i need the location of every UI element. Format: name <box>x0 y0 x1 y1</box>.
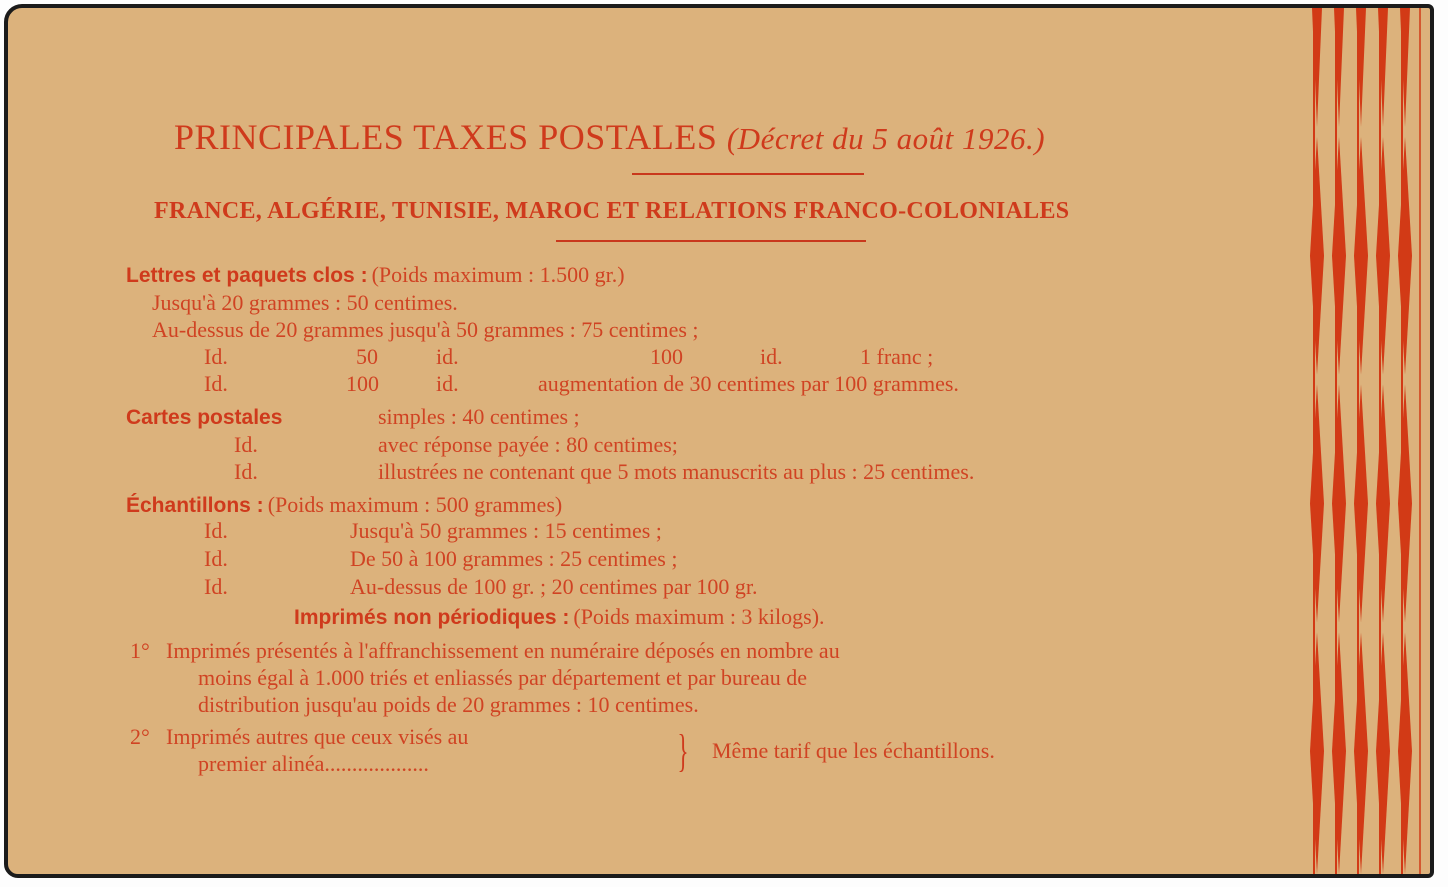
printed-item2-brace: } <box>677 725 689 776</box>
letters-row4-price: augmentation de 30 centimes par 100 grammes. <box>538 371 959 396</box>
samples-row3-id: Id. <box>204 574 228 599</box>
page-title <box>174 116 1045 158</box>
postcards-heading: Cartes postales <box>126 406 283 429</box>
letters-row3-from: 50 <box>356 344 378 369</box>
postcards-row2-id: Id. <box>234 432 258 457</box>
title-decree: (Décret du 5 août 1926.) <box>726 121 1046 156</box>
postcards-row2-text: avec réponse payée : 80 centimes; <box>378 432 678 457</box>
postcards-row3-text: illustrées ne contenant que 5 mots manuscrits au plus : 25 centimes. <box>378 459 975 484</box>
printed-item1-marker: 1° <box>130 638 150 663</box>
letters-row4-id: Id. <box>204 371 228 396</box>
printed-heading-line <box>294 604 825 630</box>
printed-heading: Imprimés non périodiques : <box>294 606 570 629</box>
printed-item2-line-2: premier alinéa................... <box>198 751 429 776</box>
letters-row3-id2: id. <box>436 344 459 369</box>
letters-row3-id3: id. <box>760 344 783 369</box>
decorative-stripes <box>1300 8 1430 874</box>
printed-item1-line-3: distribution jusqu'au poids de 20 grammes : 10 centimes. <box>198 692 699 717</box>
samples-heading: Échantillons : <box>126 494 264 517</box>
samples-row2-id: Id. <box>204 546 228 571</box>
letters-row3-price: 1 franc ; <box>860 344 934 369</box>
postcards-row3-id: Id. <box>234 459 258 484</box>
subtitle-rule <box>556 240 866 242</box>
letters-weight: (Poids maximum : 1.500 gr.) <box>371 262 625 287</box>
letters-row4-id2: id. <box>436 371 459 396</box>
samples-row1-id: Id. <box>204 518 228 543</box>
letters-row4-from: 100 <box>346 371 379 396</box>
printed-item2-marker: 2° <box>130 724 150 749</box>
letters-row3-to: 100 <box>650 344 683 369</box>
printed-item2-tariff: Même tarif que les échantillons. <box>712 738 995 763</box>
samples-row3-text: Au-dessus de 100 gr. ; 20 centimes par 100 gr. <box>350 574 758 599</box>
letters-line-2: Au-dessus de 20 grammes jusqu'à 50 grammes : 75 centimes ; <box>152 317 699 342</box>
title-main: PRINCIPALES TAXES POSTALES <box>174 117 718 157</box>
letters-line-1: Jusqu'à 20 grammes : 50 centimes. <box>152 290 458 315</box>
printed-weight: (Poids maximum : 3 kilogs). <box>573 604 825 629</box>
printed-item2-line-1: Imprimés autres que ceux visés au <box>166 724 469 749</box>
samples-row2-text: De 50 à 100 grammes : 25 centimes ; <box>350 546 678 571</box>
samples-row1-text: Jusqu'à 50 grammes : 15 centimes ; <box>350 518 662 543</box>
printed-item1-line-2: moins égal à 1.000 triés et enliassés par département et par bureau de <box>198 665 808 690</box>
subtitle: FRANCE, ALGÉRIE, TUNISIE, MAROC ET RELATIONS FRANCO-COLONIALES <box>154 198 1070 224</box>
letters-row3-id: Id. <box>204 344 228 369</box>
title-rule <box>632 173 864 175</box>
samples-weight: (Poids maximum : 500 grammes) <box>267 492 563 517</box>
postal-card <box>4 4 1434 878</box>
printed-item1-line-1: Imprimés présentés à l'affranchissement en numéraire déposés en nombre au <box>166 638 840 663</box>
samples-heading-line <box>126 492 562 518</box>
postcards-line-1: simples : 40 centimes ; <box>378 404 580 429</box>
letters-heading: Lettres et paquets clos : <box>126 264 368 287</box>
letters-heading-line <box>126 262 625 288</box>
